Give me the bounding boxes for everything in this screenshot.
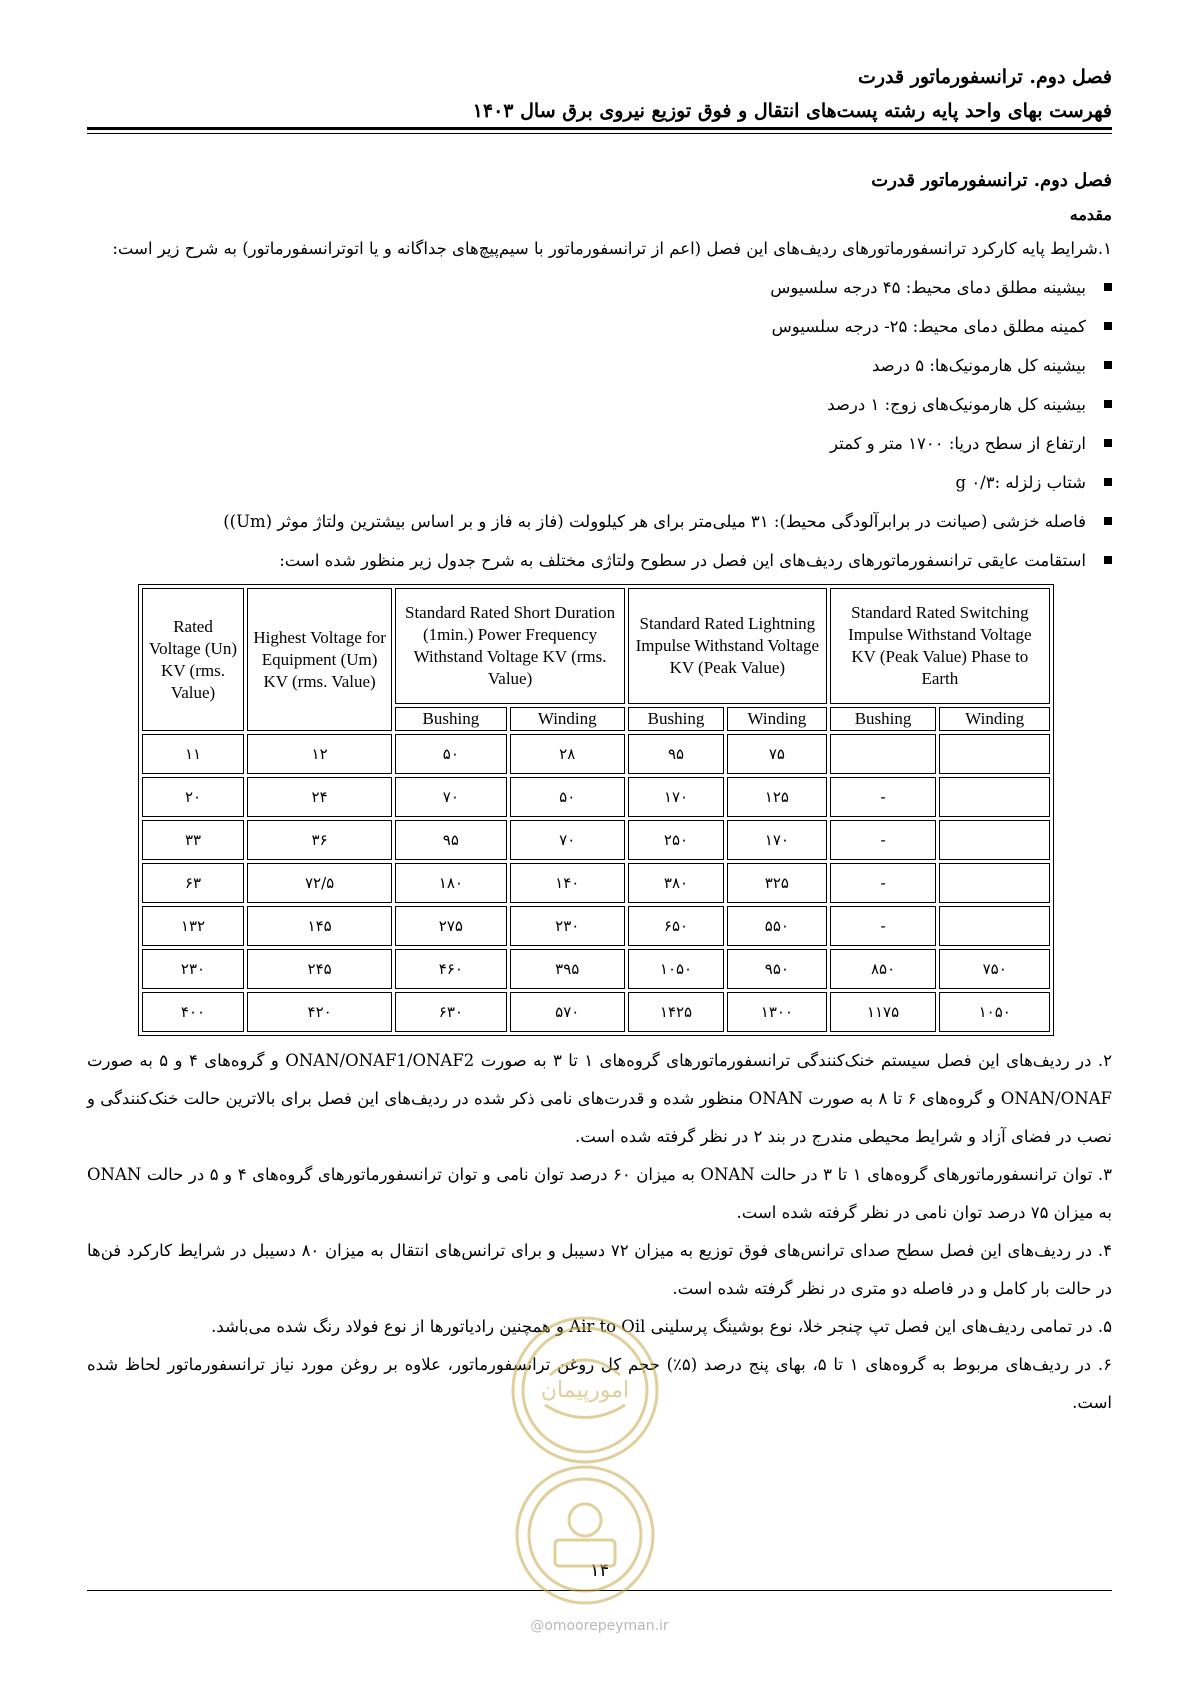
table-cell: -: [830, 906, 937, 946]
table-cell: ۱۳۰۰: [727, 992, 827, 1032]
table-row: [142, 906, 1050, 946]
table-cell: [939, 820, 1050, 860]
table-cell: ۲۵۰: [628, 820, 724, 860]
table-row: [142, 992, 1050, 1032]
table-cell: -: [830, 820, 937, 860]
col-lightning-impulse: Standard Rated Lightning Impulse Withstand Voltage KV (Peak Value): [628, 588, 827, 704]
subcol-winding: Winding: [510, 707, 625, 731]
table-cell: ۹۵۰: [727, 949, 827, 989]
table-cell: ۳۲۵: [727, 863, 827, 903]
table-cell: ۵۷۰: [510, 992, 625, 1032]
table-cell: ۷۵: [727, 734, 827, 774]
table-cell: ۴۶۰: [395, 949, 506, 989]
table-cell: ۱۴۲۵: [628, 992, 724, 1032]
insulation-level-table: [138, 584, 1054, 1036]
table-cell: ۱۲: [247, 734, 392, 774]
col-switching-impulse: Standard Rated Switching Impulse Withstand Voltage KV (Peak Value) Phase to Earth: [830, 588, 1050, 704]
table-cell: ۴۰۰: [142, 992, 244, 1032]
table-row: [142, 949, 1050, 989]
table-cell: ۱۱۷۵: [830, 992, 937, 1032]
table-cell: ۵۰: [510, 777, 625, 817]
table-cell: ۱۳۲: [142, 906, 244, 946]
table-cell: ۷۵۰: [939, 949, 1050, 989]
table-row: [142, 777, 1050, 817]
bullet-square-icon: [1104, 556, 1112, 564]
table-cell: ۳۹۵: [510, 949, 625, 989]
watermark-seal-icon: [500, 1305, 670, 1635]
table-cell: ۶۵۰: [628, 906, 724, 946]
table-cell: -: [830, 863, 937, 903]
list-item: فاصله خزشی (صیانت در برابرآلودگی محیط): ۳۱ میلی‌متر برای هر کیلوولت (فاز به فاز و بر اساس بیشترین ولتاژ موثر (Um)): [87, 502, 1086, 541]
table-cell: ۵۵۰: [727, 906, 827, 946]
table-cell: ۷۲/۵: [247, 863, 392, 903]
table-cell: ۳۸۰: [628, 863, 724, 903]
table-cell: ۶۳۰: [395, 992, 506, 1032]
table-cell: ۷۰: [395, 777, 506, 817]
table-cell: ۱۲۵: [727, 777, 827, 817]
table-cell: ۱۰۵۰: [628, 949, 724, 989]
table-cell: ۱۴۵: [247, 906, 392, 946]
table-cell: ۲۴: [247, 777, 392, 817]
table-cell: ۹۵: [628, 734, 724, 774]
header-rule-thin: [87, 133, 1112, 134]
list-item: استقامت عایقی ترانسفورماتورهای ردیف‌های این فصل در سطوح ولتاژی مختلف به شرح جدول زیر منظور شده است:: [87, 541, 1086, 580]
table-cell: ۳۶: [247, 820, 392, 860]
table-cell: ۱۰۵۰: [939, 992, 1050, 1032]
table-cell: [939, 863, 1050, 903]
bullet-square-icon: [1104, 322, 1112, 330]
table-cell: ۹۵: [395, 820, 506, 860]
header-catalog-title: فهرست بهای واحد پایه رشته پست‌های انتقال و فوق توزیع نیروی برق سال ۱۴۰۳: [472, 100, 1112, 122]
header-chapter: فصل دوم. ترانسفورماتور قدرت: [857, 66, 1112, 88]
list-item: بیشینه کل هارمونیک‌های زوج: ۱ درصد: [87, 385, 1086, 424]
paragraph-6: ۶. در ردیف‌های مربوط به گروه‌های ۱ تا ۵، بهای پنج درصد (۵٪) حجم کل روغن ترانسفورماتور، علاوه بر روغن مورد نیاز ترانسفورماتور لحاظ شده است.: [87, 1355, 1113, 1412]
paragraph-3: ۳. توان ترانسفورماتورهای گروه‌های ۱ تا ۳ در حالت ONAN به میزان ۶۰ درصد توان نامی و توان ترانسفورماتورهای گروه‌های ۴ و ۵ در حالت ONAN به میزان ۷۵ درصد توان نامی در نظر گرفته شده است.: [87, 1165, 1113, 1222]
table-cell: [939, 906, 1050, 946]
bullet-square-icon: [1104, 283, 1112, 291]
subcol-bushing: Bushing: [628, 707, 724, 731]
table-row: [142, 734, 1050, 774]
table-row: [142, 820, 1050, 860]
paragraph-4: ۴. در ردیف‌های این فصل سطح صدای ترانس‌های فوق توزیع به میزان ۷۲ دسیبل و برای ترانس‌های انتقال به میزان ۸۰ دسیبل در شرایط کارکرد فن‌ها در حالت بار کامل و در فاصله دو متری در نظر گرفته شده است.: [87, 1241, 1112, 1298]
col-highest-voltage: Highest Voltage for Equipment (Um) KV (rms. Value): [247, 588, 392, 731]
watermark-site-text: @omoorepeyman.ir: [530, 1618, 669, 1634]
watermark-text: امورپیمان: [540, 1378, 630, 1403]
table-cell: ۷۰: [510, 820, 625, 860]
table-cell: [939, 734, 1050, 774]
table-cell: ۸۵۰: [830, 949, 937, 989]
subcol-bushing: Bushing: [830, 707, 937, 731]
table-body: [142, 734, 1050, 1032]
table-cell: ۳۳: [142, 820, 244, 860]
table-cell: ۲۳۰: [142, 949, 244, 989]
table-cell: ۲۰: [142, 777, 244, 817]
page-header: [87, 60, 1112, 128]
col-short-duration: Standard Rated Short Duration (1min.) Power Frequency Withstand Voltage KV (rms. Value): [395, 588, 625, 704]
table-cell: ۲۷۵: [395, 906, 506, 946]
list-item: کمینه مطلق دمای محیط: ۲۵- درجه سلسیوس: [87, 307, 1086, 346]
bullet-square-icon: [1104, 361, 1112, 369]
subcol-winding: Winding: [727, 707, 827, 731]
table-cell: [939, 777, 1050, 817]
paragraph-2: ۲. در ردیف‌های این فصل سیستم خنک‌کنندگی ترانسفورماتورهای گروه‌های ۱ تا ۳ به صورت ONAN/ONAF1/ONAF2 و گروه‌های ۴ و ۵ به صورت ONAN/ONAF و گروه‌های ۶ تا ۸ به صورت ONAN منظور شده و قدرت‌های نامی ذکر شده در ردیف‌های این فصل برای بالاترین حالت خنک‌کنندگی و نصب در فضای آزاد و شرایط محیطی مندرج در بند ۲ در نظر گرفته شده است.: [87, 1051, 1113, 1146]
subcol-bushing: Bushing: [395, 707, 506, 731]
table-cell: ۱۷۰: [628, 777, 724, 817]
table-cell: -: [830, 777, 937, 817]
header-rule-thick: [87, 127, 1112, 130]
table-cell: ۱۱: [142, 734, 244, 774]
document-body: [87, 162, 1112, 1422]
table-cell: ۵۰: [395, 734, 506, 774]
col-rated-voltage: Rated Voltage (Un) KV (rms. Value): [142, 588, 244, 731]
list-item: ارتفاع از سطح دریا: ۱۷۰۰ متر و کمتر: [87, 424, 1086, 463]
list-item: بیشینه مطلق دمای محیط: ۴۵ درجه سلسیوس: [87, 268, 1086, 307]
bullet-square-icon: [1104, 400, 1112, 408]
paragraph-1: ۱.شرایط پایه کارکرد ترانسفورماتورهای ردیف‌های این فصل (اعم از ترانسفورماتور با سیم‌پیچ‌های جداگانه و یا اتوترانسفورماتور) به شرح زیر است:: [112, 239, 1112, 258]
table-cell: ۱۸۰: [395, 863, 506, 903]
list-item: شتاب زلزله :g ۰/۳: [87, 463, 1086, 502]
bullet-square-icon: [1104, 517, 1112, 525]
bullet-square-icon: [1104, 478, 1112, 486]
list-item: بیشینه کل هارمونیک‌ها: ۵ درصد: [87, 346, 1086, 385]
table-cell: ۱۴۰: [510, 863, 625, 903]
page-number: ۱۴: [589, 1560, 610, 1581]
paragraph-5: ۵. در تمامی ردیف‌های این فصل تپ چنجر خلا، نوع بوشینگ پرسلینی Air to Oil و همچنین رادیاتورها از نوع فولاد رنگ شده می‌باشد.: [211, 1317, 1112, 1336]
table-cell: ۲۸: [510, 734, 625, 774]
table-cell: [830, 734, 937, 774]
chapter-title: فصل دوم. ترانسفورماتور قدرت: [871, 170, 1112, 191]
subcol-winding: Winding: [939, 707, 1050, 731]
conditions-list: [87, 268, 1112, 580]
table-cell: ۲۴۵: [247, 949, 392, 989]
bullet-square-icon: [1104, 439, 1112, 447]
table-cell: ۱۷۰: [727, 820, 827, 860]
table-row: [142, 863, 1050, 903]
table-cell: ۲۳۰: [510, 906, 625, 946]
intro-title: مقدمه: [1069, 205, 1112, 224]
table-cell: ۴۲۰: [247, 992, 392, 1032]
table-cell: ۶۳: [142, 863, 244, 903]
